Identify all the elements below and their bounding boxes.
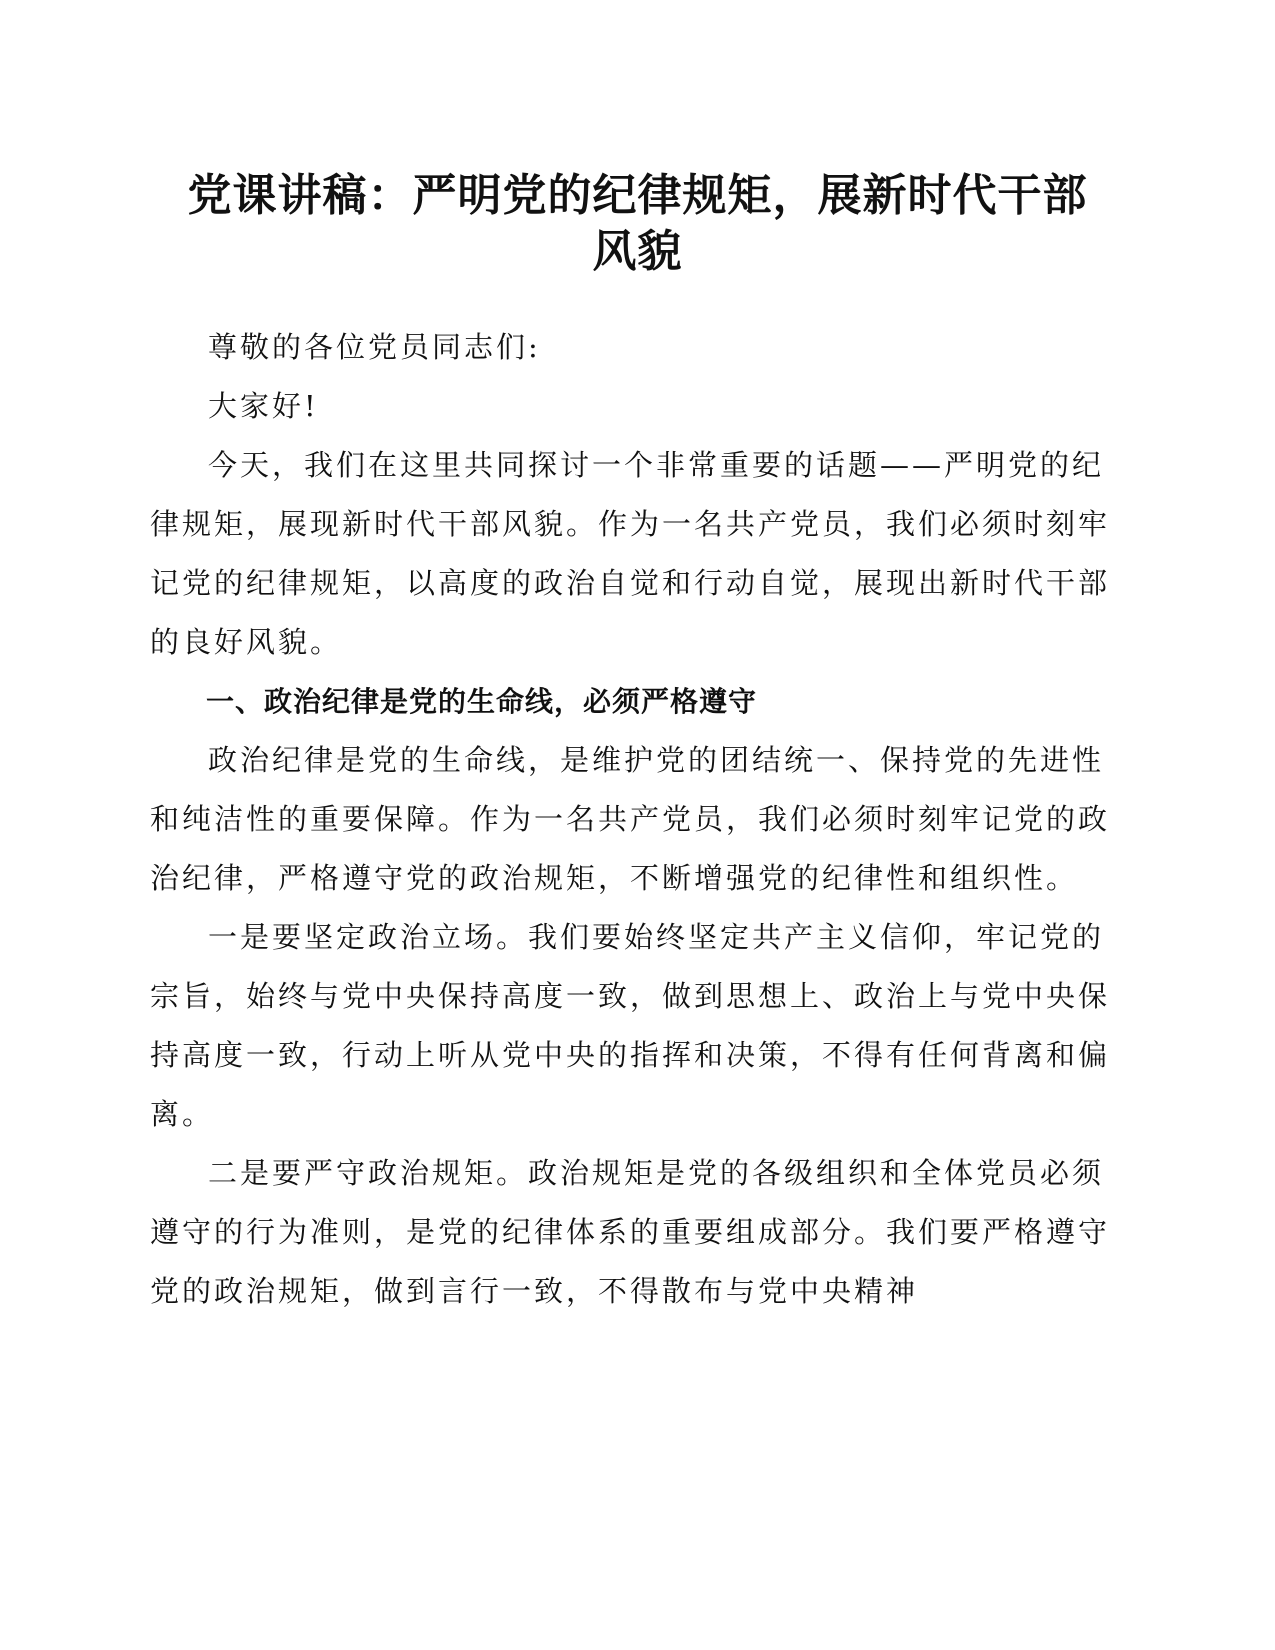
document-body — [150, 318, 1125, 1321]
intro-paragraph: 今天，我们在这里共同探讨一个非常重要的话题——严明党的纪律规矩，展现新时代干部风貌。作为一名共产党员，我们必须时刻牢记党的纪律规矩，以高度的政治自觉和行动自觉，展现出新时代干部的良好风貌。 — [150, 448, 1111, 659]
salutation: 尊敬的各位党员同志们: — [208, 330, 541, 364]
section-heading-1: 一、政治纪律是党的生命线，必须严格遵守 — [206, 685, 758, 718]
section-1-paragraph: 政治纪律是党的生命线，是维护党的团结统一、保持党的先进性和纯洁性的重要保障。作为一名共产党员，我们必须时刻牢记党的政治纪律，严格遵守党的政治规矩，不断增强党的纪律性和组织性。 — [150, 743, 1111, 895]
document-title — [150, 168, 1125, 280]
point-1-paragraph: 一是要坚定政治立场。我们要始终坚定共产主义信仰，牢记党的宗旨，始终与党中央保持高度一致，做到思想上、政治上与党中央保持高度一致，行动上听从党中央的指挥和决策，不得有任何背离和偏离。 — [150, 920, 1111, 1131]
greeting: 大家好! — [208, 389, 319, 423]
point-2-paragraph: 二是要严守政治规矩。政治规矩是党的各级组织和全体党员必须遵守的行为准则，是党的纪律体系的重要组成部分。我们要严格遵守党的政治规矩，做到言行一致，不得散布与党中央精神 — [150, 1156, 1111, 1308]
title-line-1: 党课讲稿：严明党的纪律规矩，展新时代干部 — [187, 170, 1088, 221]
title-line-2: 风貌 — [592, 226, 683, 277]
